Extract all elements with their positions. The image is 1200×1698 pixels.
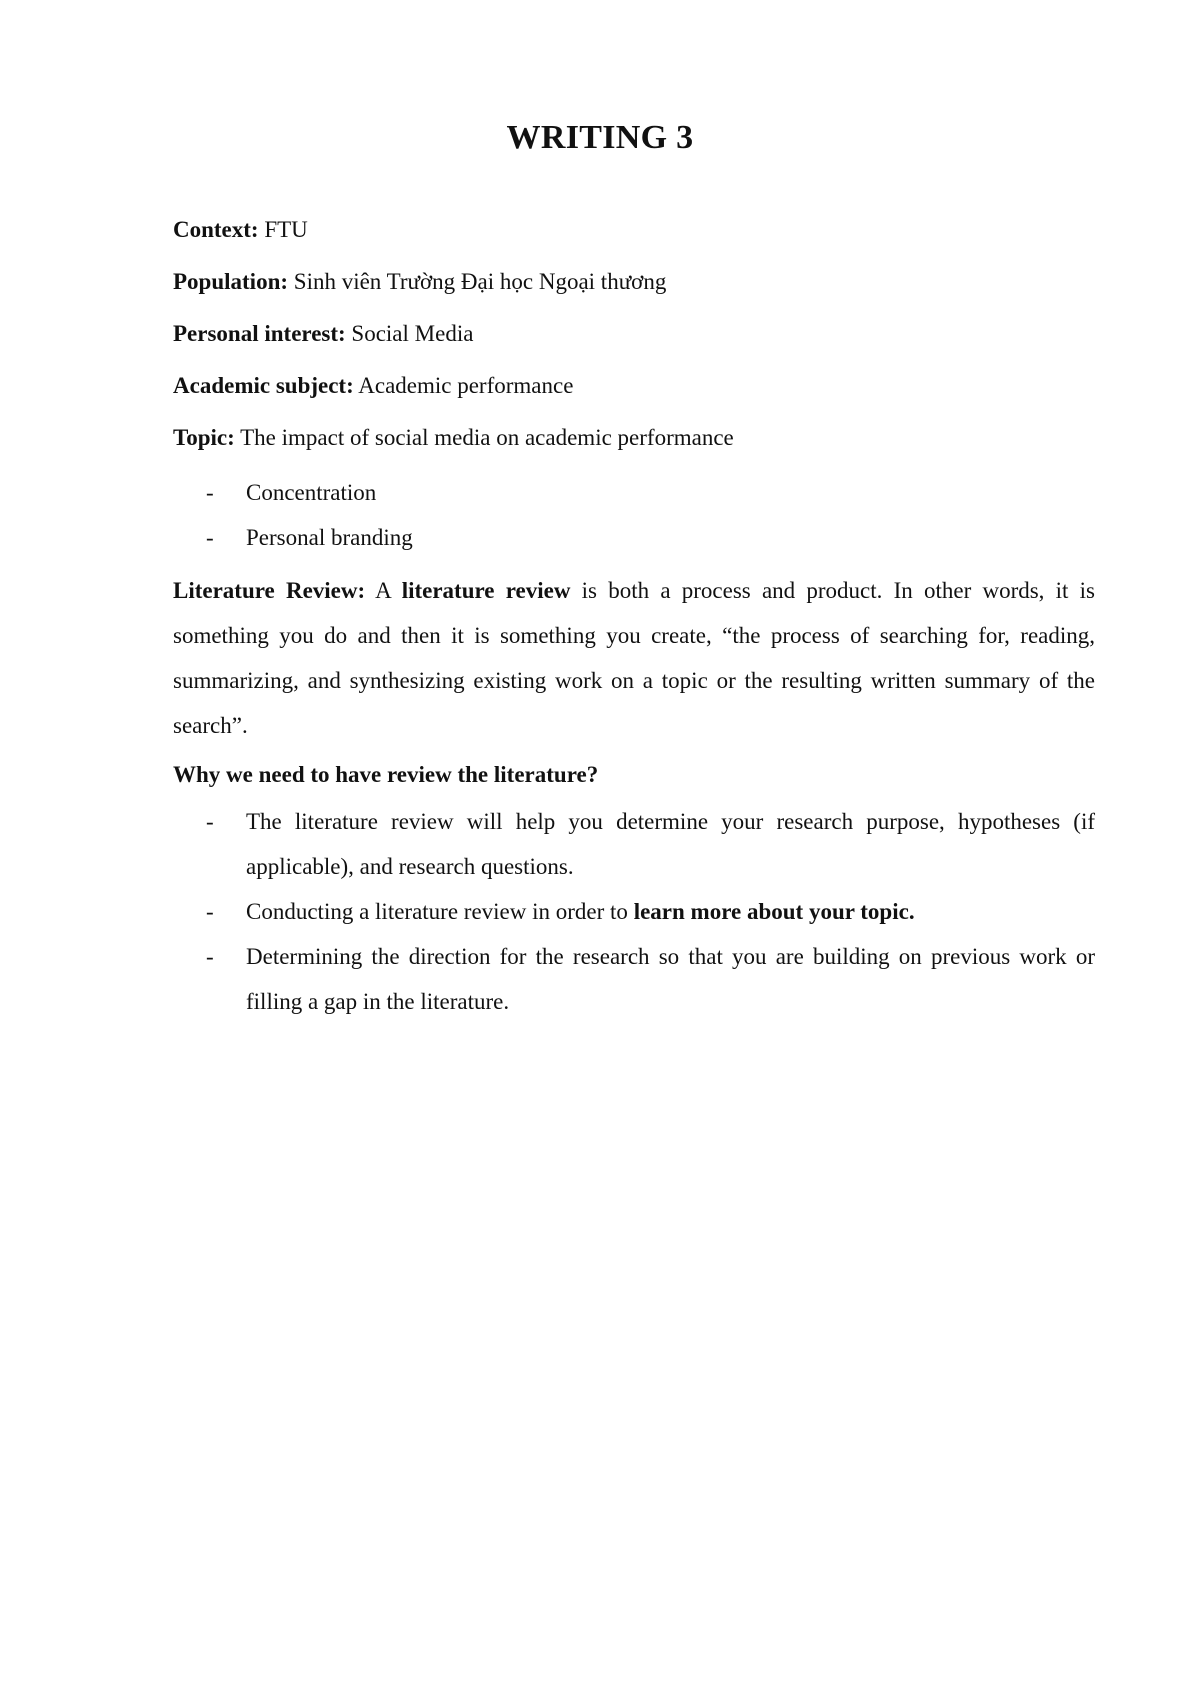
literature-review-text-before: A [365,578,402,603]
reason-text: Conducting a literature review in order to [246,899,634,924]
page-title: WRITING 3 [506,119,694,156]
dash-marker: - [206,944,214,969]
topic-value: The impact of social media on academic performance [234,425,734,450]
personal-interest-value: Social Media [345,321,474,346]
list-item [173,470,1095,515]
context-label: Context: [173,217,259,242]
dash-marker: - [206,809,214,834]
context-value: FTU [258,217,308,242]
literature-review-paragraph [173,568,1095,748]
reason-text: The literature review will help you determine your research purpose, hypotheses (if applicable), and research questions. [246,809,1095,879]
reason-text: Determining the direction for the research so that you are building on previous work or filling a gap in the literature. [246,944,1095,1014]
topic-label: Topic: [173,425,235,450]
population-label: Population: [173,269,289,294]
personal-interest-label: Personal interest: [173,321,346,346]
dash-marker: - [206,899,214,924]
population-value: Sinh viên Trường Đại học Ngoại thương [288,269,667,294]
reasons-list [173,799,1095,1024]
document-body [173,214,1095,1024]
topic-field [173,422,1095,454]
literature-review-emphasis: literature review [401,578,571,603]
list-item [173,515,1095,560]
list-item [173,934,1095,1024]
topic-point-text: Personal branding [246,525,413,550]
dash-marker: - [206,480,214,505]
academic-subject-field [173,370,1095,402]
literature-review-label: Literature Review: [173,578,366,603]
personal-interest-field [173,318,1095,350]
literature-review-text-after: is both a process and product. In other words, it is something you do and then it is something you create, “the process of searching for, reading, summarizing, and synthesizing existing work on a topic or the resulting written summary of the search”. [173,578,1095,738]
topic-points-list [173,470,1095,560]
academic-subject-label: Academic subject: [173,373,354,398]
population-field [173,266,1095,298]
reason-emphasis: learn more about your topic. [633,899,915,924]
context-field [173,214,1095,246]
dash-marker: - [206,525,214,550]
topic-point-text: Concentration [246,480,377,505]
question-heading: Why we need to have review the literature? [173,762,599,787]
academic-subject-value: Academic performance [353,373,574,398]
list-item [173,889,1095,934]
list-item [173,799,1095,889]
